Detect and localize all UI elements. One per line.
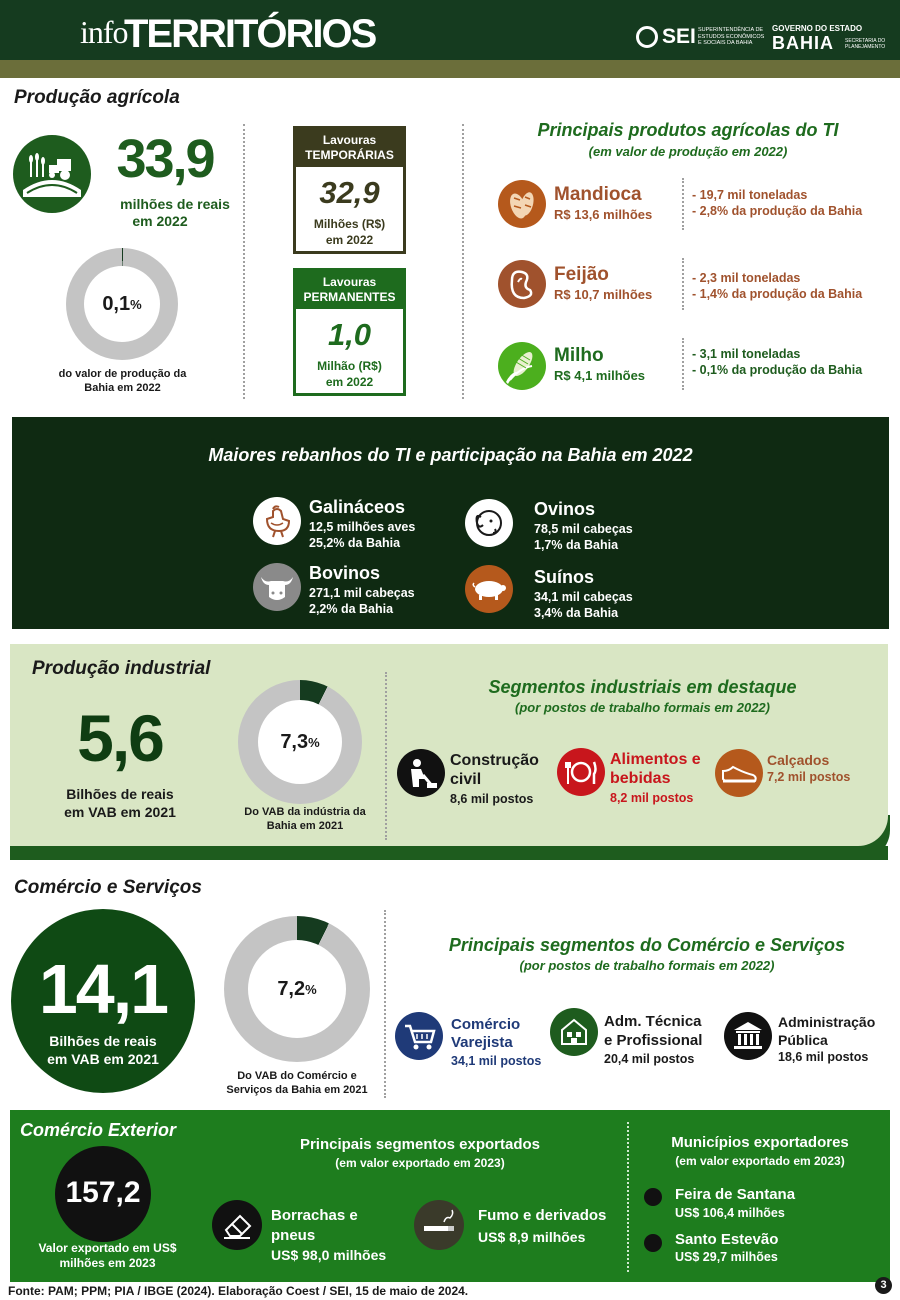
corn-icon bbox=[498, 342, 546, 390]
rebanho-det2-bovinos: 2,2% da Bahia bbox=[309, 602, 394, 616]
temp-value: 32,9 bbox=[319, 175, 380, 210]
comext-value: 157,2 bbox=[65, 1176, 141, 1209]
comext-title: Comércio Exterior bbox=[20, 1120, 177, 1140]
comext-segments-subtitle: (em valor exportado em 2023) bbox=[335, 1156, 505, 1170]
comext-muni-title: Municípios exportadores bbox=[671, 1134, 849, 1151]
comercio-share-desc-2: Serviços da Bahia em 2021 bbox=[226, 1084, 368, 1096]
rebanho-det1-suinos: 34,1 mil cabeças bbox=[534, 590, 633, 604]
header-strip bbox=[0, 60, 900, 78]
agricola-total-value: 33,9 bbox=[116, 129, 214, 189]
ind-seg-name1-1: Alimentos e bbox=[610, 751, 701, 768]
rebanho-det1-ovinos: 78,5 mil cabeças bbox=[534, 522, 633, 536]
product-det1-mandioca: - 19,7 mil toneladas bbox=[692, 188, 808, 202]
ind-seg-name1-0: Construção bbox=[450, 752, 539, 769]
divider bbox=[384, 910, 386, 1098]
rebanhos-title: Maiores rebanhos do TI e participação na Bahia em 2022 bbox=[208, 445, 693, 465]
cx-seg-value-0: US$ 98,0 milhões bbox=[271, 1247, 387, 1263]
com-seg-name2-0: Varejista bbox=[451, 1034, 513, 1051]
industria-vab-value: 5,6 bbox=[77, 701, 163, 775]
muni-value-0: US$ 106,4 milhões bbox=[675, 1206, 785, 1220]
public-building-icon bbox=[724, 1012, 772, 1060]
agricola-total-unit-2: em 2022 bbox=[132, 213, 188, 229]
perm-value: 1,0 bbox=[327, 317, 372, 352]
muni-name-1: Santo Estevão bbox=[675, 1231, 779, 1248]
rebanhos-panel bbox=[12, 417, 889, 629]
industria-share-desc-1: Do VAB da indústria da bbox=[244, 806, 366, 818]
bean-icon bbox=[498, 260, 546, 308]
lavouras-permanentes-box bbox=[293, 268, 406, 396]
chicken-icon bbox=[253, 497, 301, 545]
com-seg-name2-1: e Profissional bbox=[604, 1032, 703, 1049]
rebanho-name-galinaceos: Galináceos bbox=[309, 497, 406, 517]
gov-secretaria: SECRETARIA DO PLANEJAMENTO bbox=[845, 38, 886, 50]
comercio-title: Comércio e Serviços bbox=[14, 877, 202, 898]
sei-logo-icon bbox=[636, 26, 658, 48]
gov-bahia: BAHIA bbox=[772, 33, 834, 53]
cx-seg-value-1: US$ 8,9 milhões bbox=[478, 1229, 586, 1245]
perm-unit-1: Milhão (R$) bbox=[317, 359, 382, 373]
agricola-share-donut bbox=[66, 248, 178, 360]
rebanho-name-suinos: Suínos bbox=[534, 567, 595, 587]
industria-segments-subtitle: (por postos de trabalho formais em 2022) bbox=[514, 700, 770, 715]
lavouras-temporarias-box bbox=[293, 126, 406, 254]
product-det2-mandioca: - 2,8% da produção da Bahia bbox=[692, 204, 863, 218]
product-value-mandioca: R$ 13,6 milhões bbox=[554, 207, 653, 222]
product-det2-milho: - 0,1% da produção da Bahia bbox=[692, 363, 863, 377]
rebanho-det2-suinos: 3,4% da Bahia bbox=[534, 606, 619, 620]
agricola-share-value: 0,1 bbox=[102, 292, 131, 315]
comext-segments-title: Principais segmentos exportados bbox=[299, 1136, 541, 1153]
divider bbox=[462, 124, 464, 399]
ind-seg-name2-0: civil bbox=[450, 771, 482, 788]
temp-head-1: Lavouras bbox=[322, 133, 377, 147]
cow-icon bbox=[253, 563, 301, 611]
pig-icon bbox=[465, 565, 513, 613]
footer-source: Fonte: PAM; PPM; PIA / IBGE (2024). Elaboração Coest / SEI, 15 de maio de 2024. bbox=[8, 1284, 469, 1298]
rebanho-det1-bovinos: 271,1 mil cabeças bbox=[309, 586, 415, 600]
temp-head-2: TEMPORÁRIAS bbox=[305, 148, 394, 162]
sei-subtitle: SUPERINTENDÊNCIA DE ESTUDOS ECONÔMICOS E SOCIAIS DA BAHIA bbox=[698, 27, 765, 46]
divider bbox=[385, 672, 387, 840]
agricola-title: Produção agrícola bbox=[14, 87, 180, 108]
product-det1-feijao: - 2,3 mil toneladas bbox=[692, 271, 801, 285]
comext-unit-1: Valor exportado em US$ bbox=[38, 1241, 177, 1255]
product-det1-milho: - 3,1 mil toneladas bbox=[692, 347, 801, 361]
comercio-share-pct: % bbox=[305, 981, 317, 997]
temp-unit-2: em 2022 bbox=[325, 233, 374, 247]
comext-muni-subtitle: (em valor exportado em 2023) bbox=[675, 1154, 845, 1168]
industria-vab-unit-2: em VAB em 2021 bbox=[64, 804, 176, 820]
comercio-exterior-panel bbox=[10, 1110, 890, 1282]
comext-unit-2: milhões em 2023 bbox=[59, 1256, 156, 1270]
ind-seg-value-1: 8,2 mil postos bbox=[610, 791, 694, 805]
agricola-share-pct: % bbox=[130, 296, 142, 312]
rebanho-det1-galinaceos: 12,5 milhões aves bbox=[309, 520, 416, 534]
com-seg-name2-2: Pública bbox=[778, 1032, 828, 1048]
bullet-icon bbox=[644, 1234, 662, 1252]
industria-vab-unit-1: Bilhões de reais bbox=[66, 786, 174, 802]
comercio-share-desc-1: Do VAB do Comércio e bbox=[237, 1070, 357, 1082]
product-name-milho: Milho bbox=[554, 345, 604, 366]
divider bbox=[682, 178, 684, 230]
cx-seg-name1-1: Fumo e derivados bbox=[478, 1207, 607, 1224]
rebanho-name-bovinos: Bovinos bbox=[309, 563, 381, 583]
comercio-segments-subtitle: (por postos de trabalho formais em 2022) bbox=[519, 958, 775, 973]
cassava-icon bbox=[498, 180, 546, 228]
perm-head-1: Lavouras bbox=[322, 275, 377, 289]
divider bbox=[682, 338, 684, 390]
comercio-segments-title: Principais segmentos do Comércio e Serviços bbox=[448, 935, 846, 955]
product-name-feijao: Feijão bbox=[554, 264, 609, 285]
divider bbox=[682, 258, 684, 310]
food-plate-icon bbox=[557, 748, 605, 796]
divider bbox=[627, 1122, 629, 1272]
temp-unit-1: Milhões (R$) bbox=[313, 217, 386, 231]
eraser-icon bbox=[212, 1200, 262, 1250]
comext-value-circle bbox=[55, 1146, 151, 1242]
comercio-share-donut bbox=[224, 916, 370, 1062]
sei-label: SEI bbox=[662, 25, 696, 48]
sheep-icon bbox=[465, 499, 513, 547]
com-seg-value-1: 20,4 mil postos bbox=[604, 1052, 695, 1066]
ind-seg-name1-2: Calçados bbox=[767, 752, 830, 768]
gov-top: GOVERNO DO ESTADO bbox=[772, 24, 863, 33]
shoe-icon bbox=[715, 749, 763, 797]
muni-name-0: Feira de Santana bbox=[675, 1186, 796, 1203]
logo-territorios: TERRITÓRIOS bbox=[124, 12, 376, 56]
industria-share-donut bbox=[238, 680, 362, 804]
industria-share-value: 7,3 bbox=[280, 730, 309, 753]
tractor-icon bbox=[13, 135, 91, 213]
com-seg-value-0: 34,1 mil postos bbox=[451, 1054, 542, 1068]
shopping-cart-icon bbox=[395, 1012, 443, 1060]
comercio-vab-value: 14,1 bbox=[38, 950, 168, 1028]
cx-seg-name1-0: Borrachas e bbox=[271, 1207, 358, 1224]
industria-segments-title: Segmentos industriais em destaque bbox=[488, 677, 797, 697]
ind-seg-value-2: 7,2 mil postos bbox=[767, 770, 851, 784]
office-building-icon bbox=[550, 1008, 598, 1056]
cx-seg-name2-0: pneus bbox=[271, 1227, 316, 1244]
rebanho-name-ovinos: Ovinos bbox=[534, 499, 596, 519]
logo-info: info bbox=[80, 14, 128, 50]
ind-seg-value-0: 8,6 mil postos bbox=[450, 792, 534, 806]
com-seg-value-2: 18,6 mil postos bbox=[778, 1050, 869, 1064]
com-seg-name1-0: Comércio bbox=[451, 1016, 521, 1033]
rebanho-det2-ovinos: 1,7% da Bahia bbox=[534, 538, 619, 552]
product-value-milho: R$ 4,1 milhões bbox=[554, 368, 646, 383]
ind-seg-name2-1: bebidas bbox=[610, 770, 671, 787]
rebanho-det2-galinaceos: 25,2% da Bahia bbox=[309, 536, 401, 550]
bullet-icon bbox=[644, 1188, 662, 1206]
comercio-vab-unit-2: em VAB em 2021 bbox=[47, 1051, 159, 1067]
industria-share-desc-2: Bahia em 2021 bbox=[266, 820, 344, 832]
divider bbox=[243, 124, 245, 399]
products-title: Principais produtos agrícolas do TI bbox=[537, 120, 839, 140]
product-det2-feijao: - 1,4% da produção da Bahia bbox=[692, 287, 863, 301]
comercio-vab-unit-1: Bilhões de reais bbox=[49, 1033, 157, 1049]
muni-value-1: US$ 29,7 milhões bbox=[675, 1250, 778, 1264]
product-name-mandioca: Mandioca bbox=[554, 184, 642, 205]
page-number: 3 bbox=[875, 1277, 892, 1294]
agricola-total-unit-1: milhões de reais bbox=[120, 196, 230, 212]
cigarette-icon bbox=[414, 1200, 464, 1250]
perm-unit-2: em 2022 bbox=[325, 375, 374, 389]
com-seg-name1-1: Adm. Técnica bbox=[604, 1013, 702, 1030]
com-seg-name1-2: Administração bbox=[778, 1014, 876, 1030]
products-subtitle: (em valor de produção em 2022) bbox=[588, 144, 788, 159]
industria-title: Produção industrial bbox=[32, 658, 211, 679]
perm-head-2: PERMANENTES bbox=[303, 290, 396, 304]
industria-bottom-bar bbox=[10, 846, 888, 860]
product-value-feijao: R$ 10,7 milhões bbox=[554, 287, 653, 302]
industria-share-pct: % bbox=[308, 734, 320, 750]
agricola-share-desc-1: do valor de produção da bbox=[58, 368, 187, 380]
agricola-share-desc-2: Bahia em 2022 bbox=[84, 382, 161, 394]
construction-worker-icon bbox=[397, 749, 445, 797]
comercio-vab-circle bbox=[11, 909, 195, 1093]
comercio-share-value: 7,2 bbox=[277, 977, 306, 1000]
